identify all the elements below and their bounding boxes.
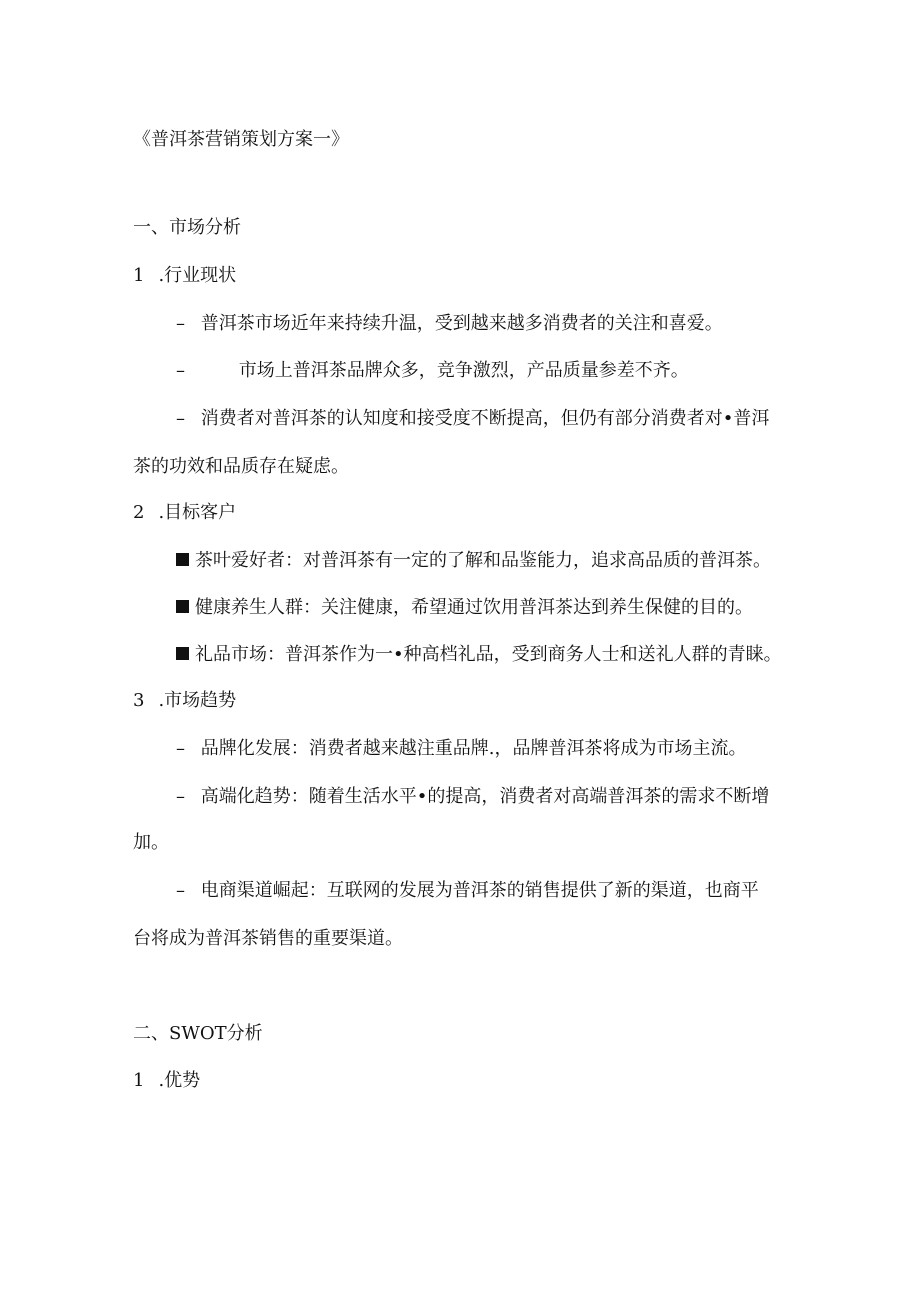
subsection-title: .市场趋势 <box>158 690 237 711</box>
list-item <box>176 596 753 620</box>
list-item <box>176 643 782 667</box>
list-item-text: 健康养生人群：关注健康，希望通过饮用普洱茶达到养生保健的目的。 <box>195 597 753 618</box>
list-item <box>176 407 769 431</box>
dash-bullet: – <box>176 313 185 334</box>
dash-bullet: – <box>176 408 185 429</box>
subsection-title: .行业现状 <box>158 265 237 286</box>
list-item-continuation: 茶的功效和品质存在疑虑。 <box>133 456 349 477</box>
list-item <box>176 737 746 761</box>
list-item-text: 电商渠道崛起：互联网的发展为普洱茶的销售提供了新的渠道，也商平 <box>200 880 759 901</box>
list-item-text: 普洱茶市场近年来持续升温，受到越来越多消费者的关注和喜爱。 <box>200 313 723 334</box>
document-title: 《普洱茶营销策划方案一》 <box>133 129 349 150</box>
subsection-title: .目标客户 <box>158 502 237 523</box>
section-heading-market-analysis: 一、市场分析 <box>133 217 241 238</box>
list-item-text: 高端化趋势：随着生活水平•的提高，消费者对高端普洱茶的需求不断增 <box>200 786 770 807</box>
subsection-heading <box>133 264 236 288</box>
list-item-text: 市场上普洱茶品牌众多，竞争激烈，产品质量参差不齐。 <box>238 360 689 381</box>
list-item <box>176 785 769 809</box>
square-bullet-icon <box>176 647 189 660</box>
list-item-continuation: 加。 <box>133 832 169 853</box>
subsection-title: .优势 <box>158 1070 201 1091</box>
list-item-continuation: 台将成为普洱茶销售的重要渠道。 <box>133 928 403 949</box>
subsection-heading <box>133 1069 200 1093</box>
list-item <box>176 359 689 383</box>
square-bullet-icon <box>176 553 189 566</box>
dash-bullet: – <box>176 738 185 759</box>
subsection-heading <box>133 501 236 525</box>
section-heading-swot: 二、SWOT分析 <box>133 1023 263 1044</box>
list-item-text: 品牌化发展：消费者越来越注重品牌.，品牌普洱茶将成为市场主流。 <box>200 738 747 759</box>
list-item-text: 消费者对普洱茶的认知度和接受度不断提高，但仍有部分消费者对•普洱 <box>200 408 770 429</box>
list-item-text: 礼品市场：普洱茶作为一•种高档礼品，受到商务人士和送礼人群的青睐。 <box>195 644 782 665</box>
subsection-number: 1 <box>133 265 145 286</box>
square-bullet-icon <box>176 600 189 613</box>
dash-bullet: – <box>176 360 185 381</box>
dash-bullet: – <box>176 786 185 807</box>
subsection-heading <box>133 689 236 713</box>
list-item <box>176 312 723 336</box>
dash-bullet: – <box>176 880 185 901</box>
subsection-number: 2 <box>133 502 145 523</box>
subsection-number: 3 <box>133 690 145 711</box>
list-item <box>176 549 771 573</box>
list-item-text: 茶叶爱好者：对普洱茶有一定的了解和品鉴能力，追求高品质的普洱茶。 <box>195 550 771 571</box>
subsection-number: 1 <box>133 1070 145 1091</box>
list-item <box>176 879 759 903</box>
